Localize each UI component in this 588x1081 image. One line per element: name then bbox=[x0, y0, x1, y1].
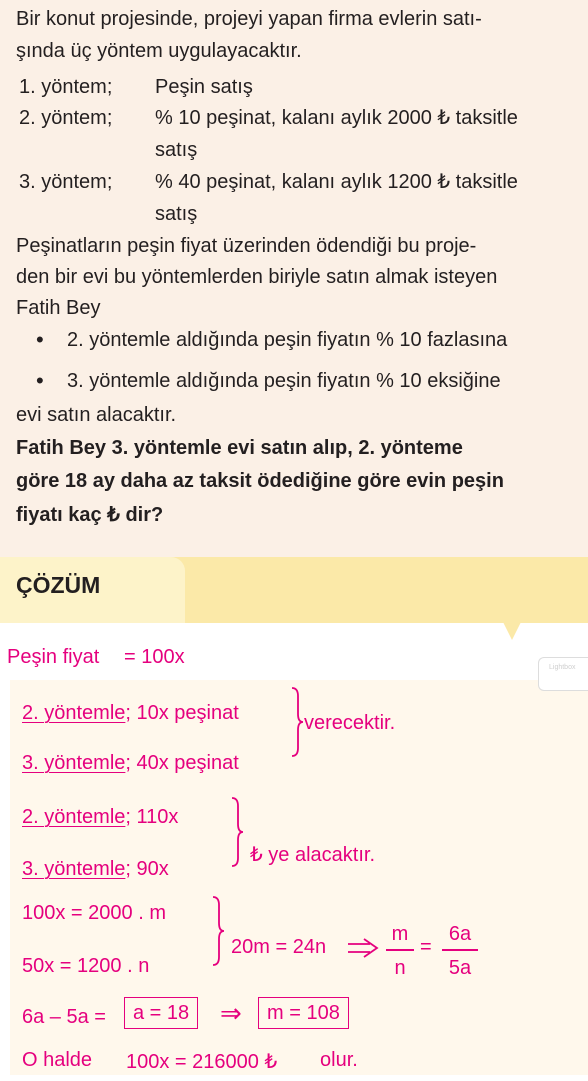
g1-line-1 bbox=[22, 702, 239, 725]
box-a-value: a = 18 bbox=[124, 997, 198, 1029]
g2-result: ₺ ye alacaktır. bbox=[250, 844, 375, 866]
para-line-3: Fatih Bey bbox=[16, 297, 101, 319]
question-bold-2: göre 18 ay daha az taksit ödediğine göre evin peşin bbox=[16, 470, 504, 492]
lightbox-ghost-label: Lightbox bbox=[549, 664, 576, 671]
g1-line-2 bbox=[22, 752, 239, 775]
final-expression: 100x = 216000 ₺ bbox=[126, 1051, 278, 1073]
box-m bbox=[258, 997, 349, 1029]
frac-eq: = bbox=[420, 936, 432, 958]
bullet-1: 2. yöntemle aldığında peşin fiyatın % 10 fazlasına bbox=[67, 329, 508, 351]
g2-line-2-method: 3. yöntemle bbox=[22, 858, 126, 880]
frac2-num: 6a bbox=[448, 923, 472, 945]
g2-line-2-rest: ; 90x bbox=[125, 858, 169, 880]
g1-line-2-method: 3. yöntemle bbox=[22, 752, 126, 774]
g3-brace bbox=[209, 895, 225, 967]
g3-line-2: 50x = 1200 . n bbox=[22, 955, 150, 977]
bullet-2: 3. yöntemle aldığında peşin fiyatın % 10 eksiğine bbox=[67, 370, 501, 392]
g1-line-2-rest: ; 40x peşinat bbox=[125, 752, 239, 774]
method-2-text: % 10 peşinat, kalanı aylık 2000 ₺ taksitle bbox=[155, 107, 518, 129]
box-m-value: m = 108 bbox=[258, 997, 349, 1029]
speech-pointer bbox=[482, 580, 542, 640]
box-a bbox=[124, 997, 198, 1029]
intro-line-1: Bir konut projesinde, projeyi yapan firma evlerin satı- bbox=[16, 8, 482, 30]
g1-line-1-method: 2. yöntemle bbox=[22, 702, 126, 724]
frac2-bar bbox=[442, 949, 478, 951]
bullet-dot-2: • bbox=[36, 368, 44, 393]
g2-line-2 bbox=[22, 858, 169, 881]
question-bold-3: fiyatı kaç ₺ dir? bbox=[16, 504, 164, 526]
method-1-text: Peşin satış bbox=[155, 76, 253, 98]
g2-line-1-rest: ; 110x bbox=[125, 806, 179, 828]
method-2-cont: satış bbox=[155, 139, 198, 161]
para-line-1: Peşinatların peşin fiyat üzerinden ödendiği bu proje- bbox=[16, 235, 477, 257]
g2-line-1 bbox=[22, 806, 178, 829]
frac1-den: n bbox=[394, 957, 406, 979]
g1-brace bbox=[288, 686, 304, 758]
g2-brace bbox=[228, 796, 244, 868]
outro-line: evi satın alacaktır. bbox=[16, 404, 177, 426]
method-3-cont: satış bbox=[155, 203, 198, 225]
question-bold-1: Fatih Bey 3. yöntemle evi satın alıp, 2. yönteme bbox=[16, 437, 463, 459]
last-arrow-icon: ⇒ bbox=[220, 998, 242, 1028]
final-suffix: olur. bbox=[320, 1049, 358, 1071]
last-lhs: 6a – 5a = bbox=[22, 1006, 106, 1028]
g1-result: verecektir. bbox=[304, 712, 396, 734]
frac1-num: m bbox=[391, 923, 409, 945]
bullet-dot-1: • bbox=[36, 327, 44, 352]
solution-title: ÇÖZÜM bbox=[16, 572, 101, 598]
final-prefix: O halde bbox=[22, 1049, 93, 1071]
cash-price-value: = 100x bbox=[124, 646, 185, 668]
method-3-label: 3. yöntem; bbox=[19, 171, 113, 193]
g2-line-1-method: 2. yöntemle bbox=[22, 806, 126, 828]
lightbox-ghost-tab[interactable] bbox=[538, 657, 588, 691]
intro-line-2: şında üç yöntem uygulayacaktır. bbox=[16, 40, 302, 62]
implies-arrow-icon bbox=[346, 937, 382, 959]
method-2-label: 2. yöntem; bbox=[19, 107, 113, 129]
cash-price-label: Peşin fiyat bbox=[7, 646, 100, 668]
para-line-2: den bir evi bu yöntemlerden biriyle satın almak isteyen bbox=[16, 266, 498, 288]
frac2-den: 5a bbox=[448, 957, 472, 979]
g1-line-1-rest: ; 10x peşinat bbox=[125, 702, 239, 724]
frac1-bar bbox=[386, 949, 414, 951]
g3-result: 20m = 24n bbox=[231, 936, 327, 958]
method-3-text: % 40 peşinat, kalanı aylık 1200 ₺ taksitle bbox=[155, 171, 518, 193]
method-1-label: 1. yöntem; bbox=[19, 76, 113, 98]
g3-line-1: 100x = 2000 . m bbox=[22, 902, 166, 924]
